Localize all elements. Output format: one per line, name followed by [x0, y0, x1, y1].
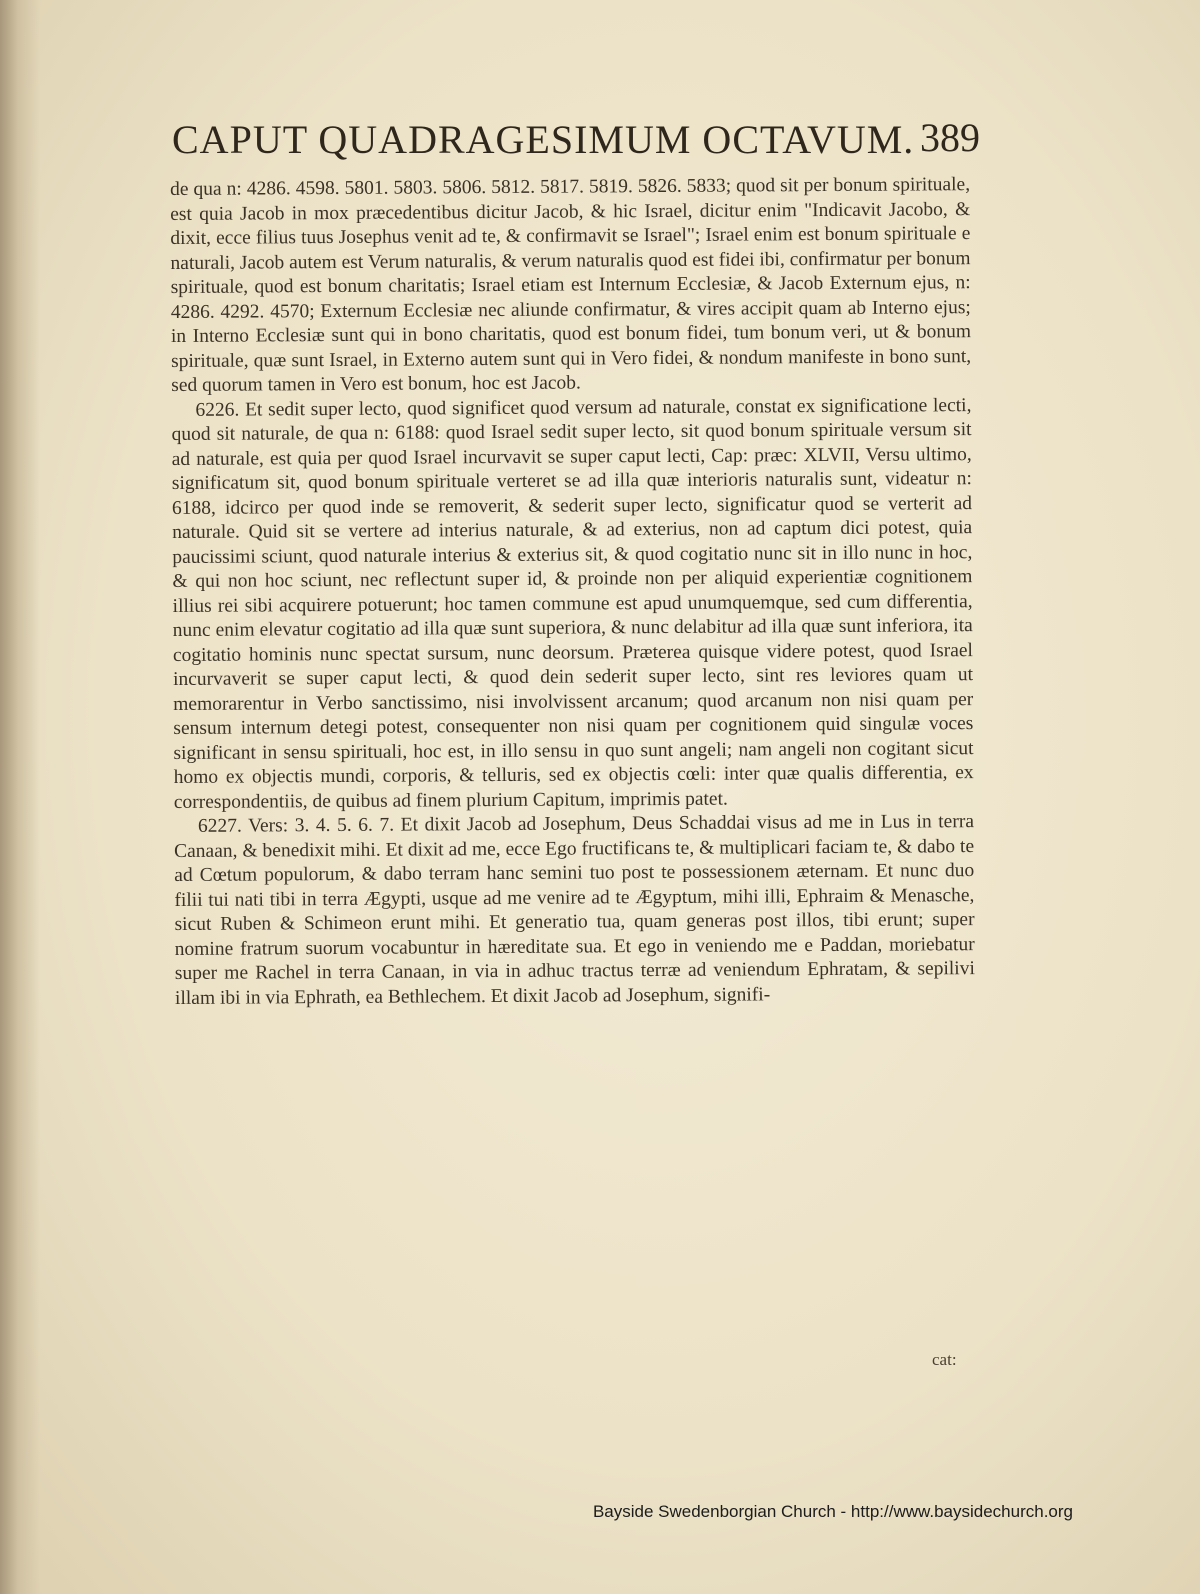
binding-gutter — [0, 0, 40, 1594]
catchword: cat: — [932, 1350, 957, 1369]
body-text — [170, 173, 975, 1011]
page-number: 389 — [920, 115, 980, 160]
paragraph-6226: 6226. Et sedit super lecto, quod significet quod versum ad naturale, constat ex significatione lecti, quod sit naturale, de qua n: 6188: quod Israel sedit super lecto, sit quod bonum spirituale versum sit ad naturale, est quia per quod Israel incurvavit se super caput lecti, Cap: præc: XLVII, Versu ultimo, significatum sit, quod bonum spirituale verteret se ad illa quæ interioris naturalis sunt, videatur n: 6188, idcirco per quod inde se removerit, & sederit super lecto, significatur quod se verterit ad naturale. Quid sit se vertere ad interius naturale, & ad exterius, non ad captum dici potest, quia paucissimi sciunt, quod naturale interius & exterius sit, & quod cogitatio nunc sit in illo nunc in hoc, & qui non hoc sciunt, nec reflectunt super id, & proinde non per aliquid experientiæ cognitionem illius rei sibi acquirere potuerunt; hoc tamen commune est apud unumquemque, sed cum differentia, nunc enim elevatur cogitatio ad illa quæ sunt superiora, & nunc delabitur ad illa quæ sunt inferiora, ita cogitatio hominis nunc spectat sursum, nunc deorsum. Præterea quisque videre potest, quod Israel incurvaverit se super caput lecti, & quod dein sederit super lecto, sint res leviores quam ut memorarentur in Verbo sanctissimo, nisi involvissent arcanum; quod arcanum non nisi quam per sensum internum detegi potest, consequenter non nisi quam per cognitionem quid singulæ voces significant in sensu spirituali, hoc est, in illo sensu in quo sunt angeli; nam angeli non cogitant sicut homo ex objectis mundi, corporis, & telluris, sed ex objectis cœli: inter quæ qualis differentia, ex correspondentiis, de quibus ad finem plurium Capitum, imprimis patet. — [171, 394, 974, 813]
paragraph-6227: 6227. Vers: 3. 4. 5. 6. 7. Et dixit Jacob ad Josephum, Deus Schaddai visus ad me in Lus in terra Canaan, & benedixit mihi. Et dixit ad me, ecce Ego fructificans te, & multiplicari faciam te, & dabo te ad Cœtum populorum, & dabo terram hanc semini tuo post te possessionem æternam. Et nunc duo filii tui nati tibi in terra Ægypti, usque ad me venire ad te Ægyptum, mihi illi, Ephraim & Menasche, sicut Ruben & Schimeon erunt mihi. Et generatio tua, quam generas post illos, tibi erunt; super nomine fratrum suorum vocabuntur in hæreditate sua. Et ego in veniendo me e Paddan, moriebatur super me Rachel in terra Canaan, in via in adhuc tractus terræ ad veniendum Ephratam, & sepilivi illam ibi in via Ephrath, ea Bethlechem. Et dixit Jacob ad Josephum, signifi- — [174, 811, 975, 1009]
footer-credit: Bayside Swedenborgian Church - http://www.baysidechurch.org — [592, 1502, 1073, 1521]
running-title: CAPUT QUADRAGESIMUM OCTAVUM. — [172, 117, 915, 162]
page-header — [172, 112, 980, 174]
paragraph-continuation: de qua n: 4286. 4598. 5801. 5803. 5806. 5812. 5817. 5819. 5826. 5833; quod sit per bonum spirituale, est quia Jacob in mox præcedentibus dicitur Jacob, & hic Israel, dicitur enim "Indicavit Jacobo, & dixit, ecce filius tuus Josephus venit ad te, & confirmavit se Israel"; Israel enim est bonum spirituale e naturali, Jacob autem est Verum naturalis, & verum naturalis quod est fidei ibi, confirmatur per bonum spirituale, quod est bonum charitatis; Israel etiam est Internum Ecclesiæ, & Jacob Externum ejus, n: 4286. 4292. 4570; Externum Ecclesiæ nec aliunde confirmatur, & vires accipit quam ab Interno ejus; in Interno Ecclesiæ sunt qui in bono charitatis, quod est bonum fidei, tum bonum veri, ut & bonum spirituale, quæ sunt Israel, in Externo autem sunt qui in Vero fidei, & nondum manifeste in bono sunt, sed quorum tamen in Vero est bonum, hoc est Jacob. — [170, 174, 972, 396]
